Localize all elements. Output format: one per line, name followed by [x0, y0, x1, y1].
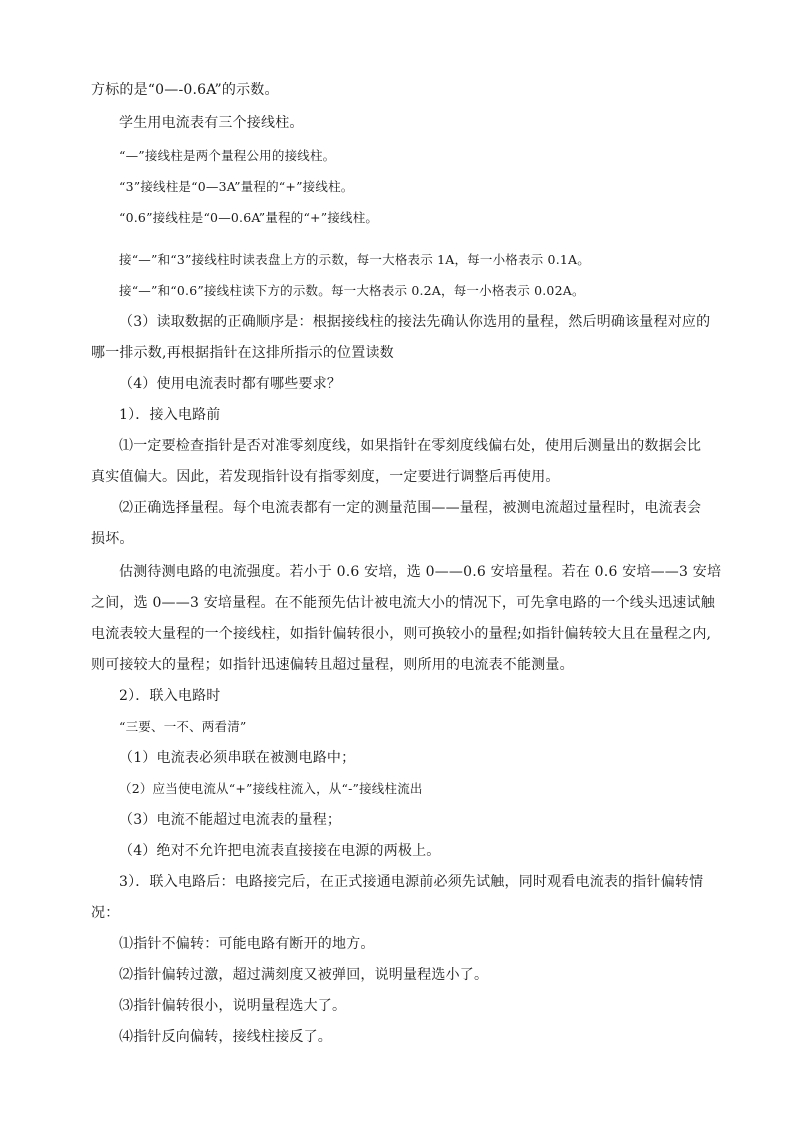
paragraph-line: 电流表较大量程的一个接线柱，如指针偏转很小，则可换较小的量程;如指针偏转较大且在量程之内, — [91, 626, 712, 642]
list-item: ⑷指针反向偏转，接线柱接反了。 — [119, 1029, 332, 1045]
paragraph-line: ⑵正确选择量程。每个电流表都有一定的测量范围——量程，被测电流超过量程时，电流表会 — [119, 500, 702, 516]
paragraph-line: 估测待测电路的电流强度。若小于 0.6 安培，选 0——0.6 安培量程。若在 0.6 安培——3 安培 — [119, 564, 722, 580]
paragraph-line: 接“—”和“0.6”接线柱读下方的示数。每一大格表示 0.2A，每一小格表示 0.02A。 — [119, 283, 585, 298]
section-heading: （4）使用电流表时都有哪些要求？ — [119, 376, 342, 392]
paragraph-line: 接“—”和“3”接线柱时读表盘上方的示数，每一大格表示 1A，每一小格表示 0.1A。 — [119, 252, 590, 267]
list-item: （4）绝对不允许把电流表直接接在电源的两极上。 — [119, 843, 441, 859]
paragraph-line: 则可接较大的量程；如指针迅速偏转且超过量程，则所用的电流表不能测量。 — [91, 657, 574, 673]
paragraph-line: 真实值偏大。因此，若发现指针设有指零刻度，一定要进行调整后再使用。 — [91, 469, 560, 485]
paragraph-line: 损坏。 — [91, 531, 134, 547]
paragraph-line: 方标的是“0—-0.6A”的示数。 — [91, 82, 279, 98]
paragraph-line: 学生用电流表有三个接线柱。 — [119, 115, 304, 131]
paragraph-line: （3）读取数据的正确顺序是：根据接线柱的接法先确认你选用的量程，然后明确该量程对应的 — [119, 314, 711, 330]
list-item: （2）应当使电流从“+”接线柱流入，从“-”接线柱流出 — [119, 781, 423, 796]
paragraph-line: ⑴一定要检查指针是否对准零刻度线，如果指针在零刻度线偏右处，使用后测量出的数据会比 — [119, 438, 702, 454]
paragraph-line: 哪一排示数,再根据指针在这排所指示的位置读数 — [91, 345, 394, 361]
list-item: （3）电流不能超过电流表的量程； — [119, 812, 342, 828]
section-heading: 2）．联入电路时 — [119, 688, 221, 704]
list-item: ⑵指针偏转过激，超过满刻度又被弹回，说明量程选小了。 — [119, 967, 489, 983]
list-item: ⑶指针偏转很小，说明量程选大了。 — [119, 998, 347, 1014]
section-heading: 3）．联入电路后：电路接完后，在正式接通电源前必须先试触，同时观看电流表的指针偏转情 — [119, 874, 704, 890]
section-heading: 1）．接入电路前 — [119, 407, 221, 423]
paragraph-line: “—”接线柱是两个量程公用的接线柱。 — [119, 148, 336, 163]
list-item: （1）电流表必须串联在被测电路中； — [119, 750, 356, 766]
paragraph-line: 之间，选 0——3 安培量程。在不能预先估计被电流大小的情况下，可先拿电路的一个线头迅速试触 — [91, 595, 715, 611]
list-item: ⑴指针不偏转：可能电路有断开的地方。 — [119, 936, 375, 952]
paragraph-line: “三要、一不、两看清” — [119, 719, 247, 734]
paragraph-line: “3”接线柱是“0—3A”量程的“+”接线柱。 — [119, 179, 354, 194]
paragraph-line: 况： — [91, 905, 120, 921]
paragraph-line: “0.6”接线柱是“0—0.6A”量程的“+”接线柱。 — [119, 210, 379, 225]
